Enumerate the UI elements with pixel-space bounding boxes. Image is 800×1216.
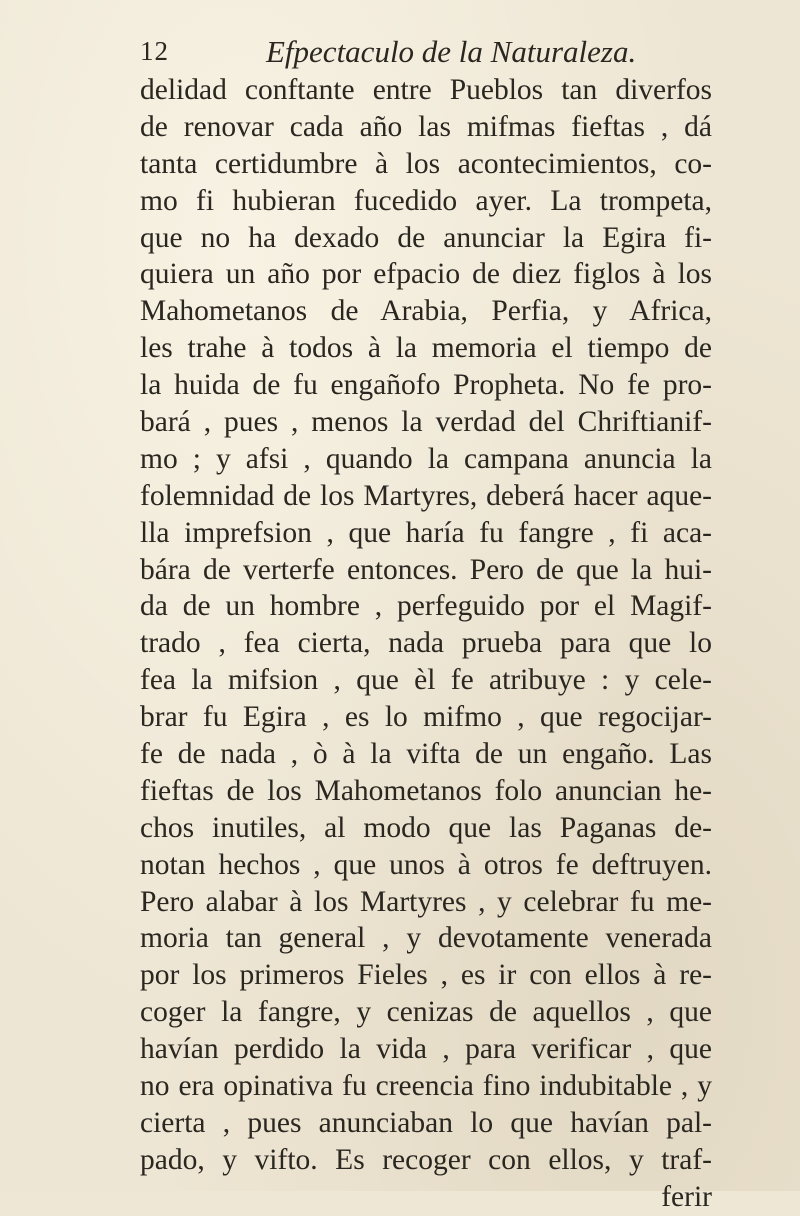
text-line: bará , pues , menos la verdad del Chriftianif-: [140, 406, 712, 439]
text-line: les trahe à todos à la memoria el tiempo de: [140, 332, 712, 365]
text-line: notan hechos , que unos à otros fe deftruyen.: [140, 848, 712, 881]
text-line: que no ha dexado de anunciar la Egira fi-: [140, 221, 712, 254]
text-line: mo fi hubieran fucedido ayer. La trompeta,: [140, 184, 712, 217]
text-line: de renovar cada año las mifmas fieftas , dá: [140, 110, 712, 143]
text-line: Mahometanos de Arabia, Perfia, y Africa,: [140, 295, 712, 328]
text-line: fe de nada , ò à la vifta de un engaño. Las: [140, 738, 712, 771]
body-text: [140, 72, 712, 1216]
page-number: 12: [140, 36, 169, 66]
catchword-line: ferir: [661, 1180, 712, 1213]
text-line: no era opinativa fu creencia fino indubitable , y: [140, 1070, 712, 1103]
text-line: quiera un año por efpacio de diez figlos à los: [140, 258, 712, 291]
text-line: moria tan general , y devotamente venerada: [140, 922, 712, 955]
page-header: [140, 34, 700, 74]
text-line: coger la fangre, y cenizas de aquellos , que: [140, 996, 712, 1029]
text-line: pado, y vifto. Es recoger con ellos, y traf-: [140, 1143, 712, 1176]
text-line: havían perdido la vida , para verificar , que: [140, 1033, 712, 1066]
text-line: fieftas de los Mahometanos folo anuncian he-: [140, 774, 712, 807]
text-line: la huida de fu engañofo Propheta. No fe pro-: [140, 369, 712, 402]
text-line: mo ; y afsi , quando la campana anuncia la: [140, 442, 712, 475]
text-line: trado , fea cierta, nada prueba para que lo: [140, 627, 712, 660]
text-line: lla imprefsion , que haría fu fangre , fi aca-: [140, 516, 712, 549]
running-title: Efpectaculo de la Naturaleza.: [266, 34, 637, 69]
text-line: folemnidad de los Martyres, deberá hacer aque-: [140, 479, 712, 512]
text-line: cierta , pues anunciaban lo que havían pal-: [140, 1106, 712, 1139]
text-line: chos inutiles, al modo que las Paganas de-: [140, 811, 712, 844]
text-line: fea la mifsion , que èl fe atribuye : y cele-: [140, 664, 712, 697]
text-line: bára de verterfe entonces. Pero de que la hui-: [140, 553, 712, 586]
text-line: brar fu Egira , es lo mifmo , que regocijar-: [140, 701, 712, 734]
text-line: tanta certidumbre à los acontecimientos, co-: [140, 147, 712, 180]
text-line: Pero alabar à los Martyres , y celebrar fu me-: [140, 885, 712, 918]
text-line: da de un hombre , perfeguido por el Magif-: [140, 590, 712, 623]
text-line: delidad conftante entre Pueblos tan diverfos: [140, 74, 712, 106]
text-line: por los primeros Fieles , es ir con ellos à re-: [140, 959, 712, 992]
